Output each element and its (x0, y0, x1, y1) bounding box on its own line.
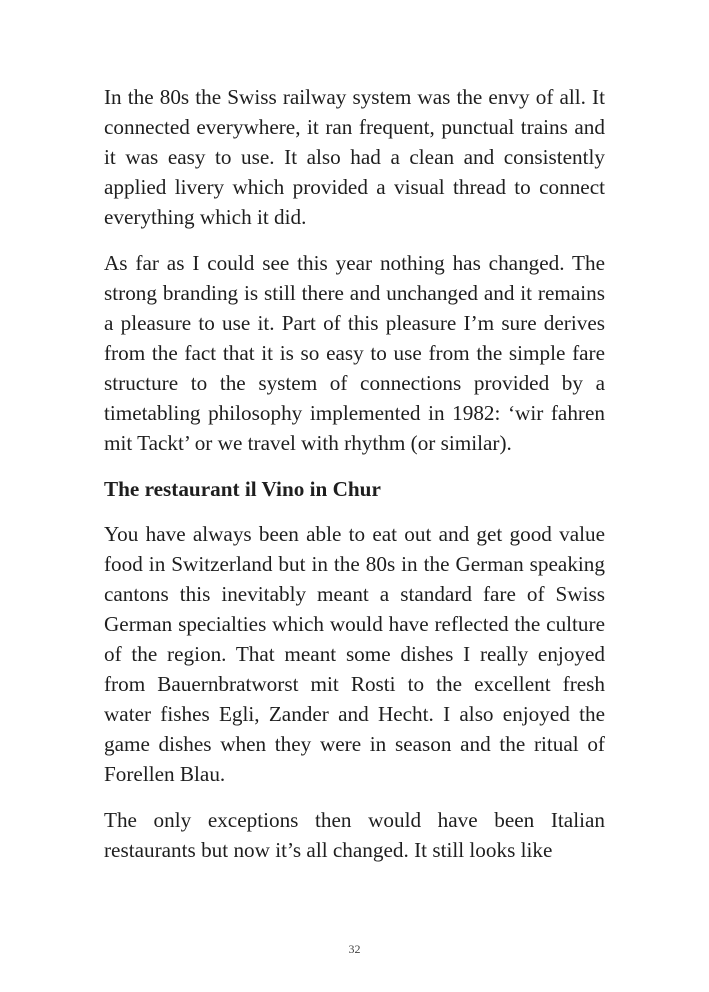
paragraph-branding: As far as I could see this year nothing has changed. The strong branding is still there and unchanged and it remains a pleasure to use it. Part of this pleasure I’m sure derives from the fact that it is so easy to use from the simple fare structure to the system of connections provided by a timetabling philosophy implemented in 1982: ‘wir fahren mit Tackt’ or we travel with rhythm (or similar). (104, 251, 605, 455)
page-body (104, 82, 605, 881)
page-number: 32 (348, 942, 361, 956)
paragraph-exceptions: The only exceptions then would have been Italian restaurants but now it’s all changed. It still looks like (104, 808, 605, 862)
section-heading: The restaurant il Vino in Chur (104, 477, 381, 501)
paragraph-railway: In the 80s the Swiss railway system was the envy of all. It connected everywhere, it ran frequent, punctual trains and it was easy to use. It also had a clean and consistently applied livery which provided a visual thread to connect everything which it did. (104, 85, 605, 229)
paragraph-food: You have always been able to eat out and get good value food in Switzerland but in the 80s in the German speaking cantons this inevitably meant a standard fare of Swiss German specialties which would have reflected the culture of the region. That meant some dishes I really enjoyed from Bauernbratworst mit Rosti to the excellent fresh water fishes Egli, Zander and Hecht. I also enjoyed the game dishes when they were in season and the ritual of Forellen Blau. (104, 522, 605, 786)
